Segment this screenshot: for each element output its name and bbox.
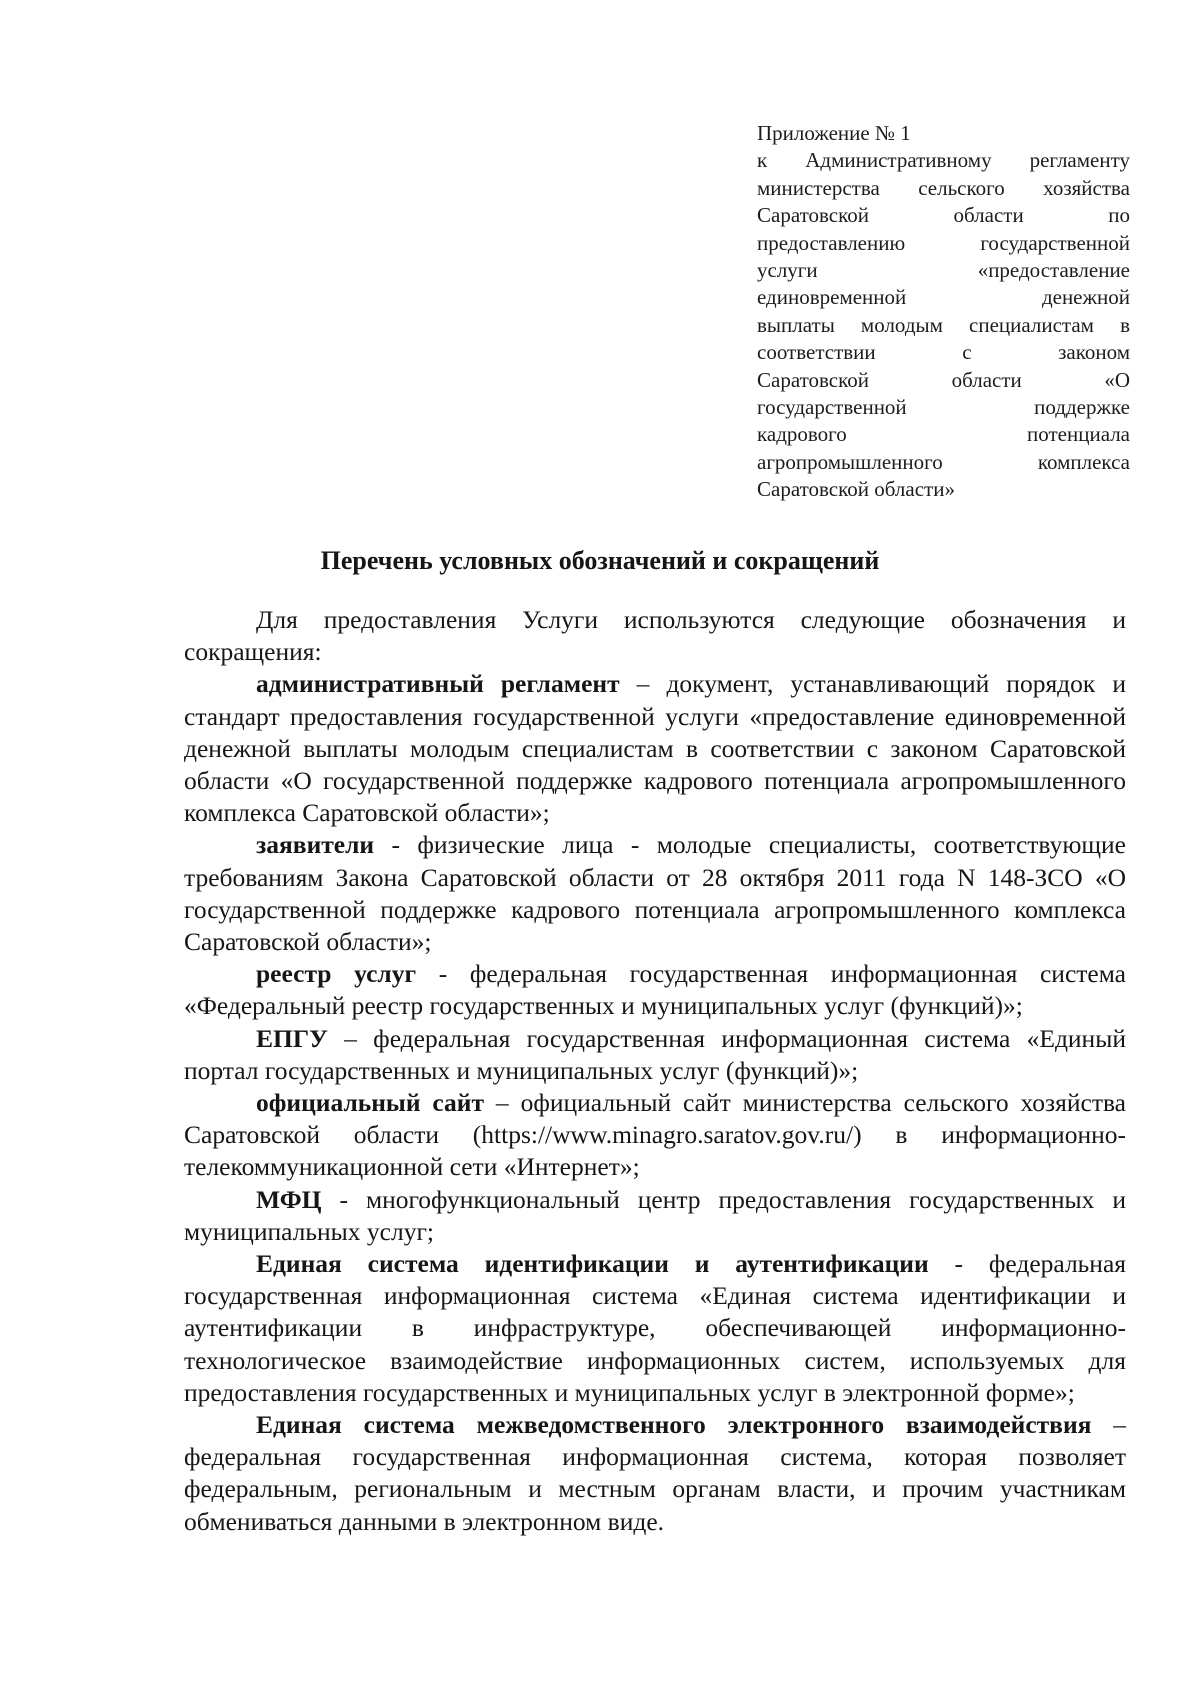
- appendix-line: министерства сельского хозяйства: [757, 175, 1130, 200]
- appendix-line: услуги «предоставление: [757, 258, 1130, 283]
- definition-paragraph: [184, 668, 1126, 829]
- appendix-line: выплаты молодым специалистам в: [757, 312, 1130, 337]
- appendix-header: [757, 120, 1130, 504]
- document-body: [184, 604, 1126, 1538]
- appendix-line: Саратовской области»: [757, 477, 955, 502]
- definition-term: официальный сайт: [256, 1088, 485, 1118]
- appendix-line: единовременной денежной: [757, 285, 1130, 310]
- definition-paragraph: [184, 1023, 1126, 1087]
- appendix-line: предоставлению государственной: [757, 230, 1130, 255]
- definition-text: - федеральная государственная информационная система «Федеральный реестр государственных и муниципальных услуг (функций)»;: [184, 959, 1127, 1021]
- definition-term: Единая система идентификации и аутентификации: [256, 1249, 929, 1279]
- definition-paragraph: [184, 1248, 1126, 1409]
- appendix-number: Приложение № 1: [757, 121, 911, 145]
- definition-text: – федеральная государственная информационная система, которая позволяет федеральным, региональным и местным органам власти, и прочим участникам обмениваться данными в электронном виде.: [184, 1410, 1126, 1536]
- definition-paragraph: [184, 1409, 1126, 1538]
- definition-paragraph: [184, 958, 1126, 1022]
- definition-paragraph: [184, 1184, 1126, 1248]
- definition-text: – федеральная государственная информационная система «Единый портал государственных и муниципальных услуг (функций)»;: [184, 1023, 1126, 1085]
- definition-text: - физические лица - молодые специалисты, соответствующие требованиям Закона Саратовской области от 28 октября 2011 года N 148-ЗСО «О государственной поддержке кадрового потенциала агропромышленного комплекса Саратовской области»;: [184, 830, 1126, 957]
- definition-paragraph: [184, 1087, 1126, 1184]
- definition-term: заявители: [256, 830, 375, 860]
- definition-text: - многофункциональный центр предоставления государственных и муниципальных услуг;: [184, 1184, 1126, 1246]
- definition-paragraph: [184, 829, 1126, 958]
- page-title: Перечень условных обозначений и сокращений: [320, 546, 880, 575]
- definition-term: МФЦ: [256, 1184, 322, 1214]
- definition-text: - федеральная государственная информационная система «Единая система идентификации и аутентификации в инфраструктуре, обеспечивающей информационно-технологическое взаимодействие информационных систем, используемых для предоставления государственных и муниципальных услуг в электронной форме»;: [184, 1249, 1126, 1407]
- definition-term: ЕПГУ: [256, 1023, 328, 1053]
- appendix-line: соответствии с законом: [757, 340, 1130, 365]
- definition-term: реестр услуг: [256, 959, 417, 989]
- definition-term: Единая система межведомственного электронного взаимодействия: [256, 1410, 1092, 1440]
- appendix-line: агропромышленного комплекса: [757, 449, 1130, 474]
- appendix-line: кадрового потенциала: [757, 422, 1130, 447]
- appendix-line: Саратовской области по: [757, 203, 1130, 228]
- appendix-line: государственной поддержке: [757, 395, 1130, 420]
- definition-term: административный регламент: [256, 669, 620, 699]
- appendix-line: к Административному регламенту: [757, 148, 1130, 173]
- intro-paragraph: Для предоставления Услуги используются следующие обозначения и сокращения:: [184, 605, 1126, 667]
- appendix-line: Саратовской области «О: [757, 367, 1130, 392]
- definition-text: – документ, устанавливающий порядок и стандарт предоставления государственной услуги «предоставление единовременной денежной выплаты молодым специалистам в соответствии с законом Саратовской области «О государственной поддержке кадрового потенциала агропромышленного комплекса Саратовской области»;: [184, 669, 1126, 828]
- definition-text: – официальный сайт министерства сельского хозяйства Саратовской области (https://www.minagro.saratov.gov.ru/) в информационно-телекоммуникационной сети «Интернет»;: [184, 1088, 1126, 1182]
